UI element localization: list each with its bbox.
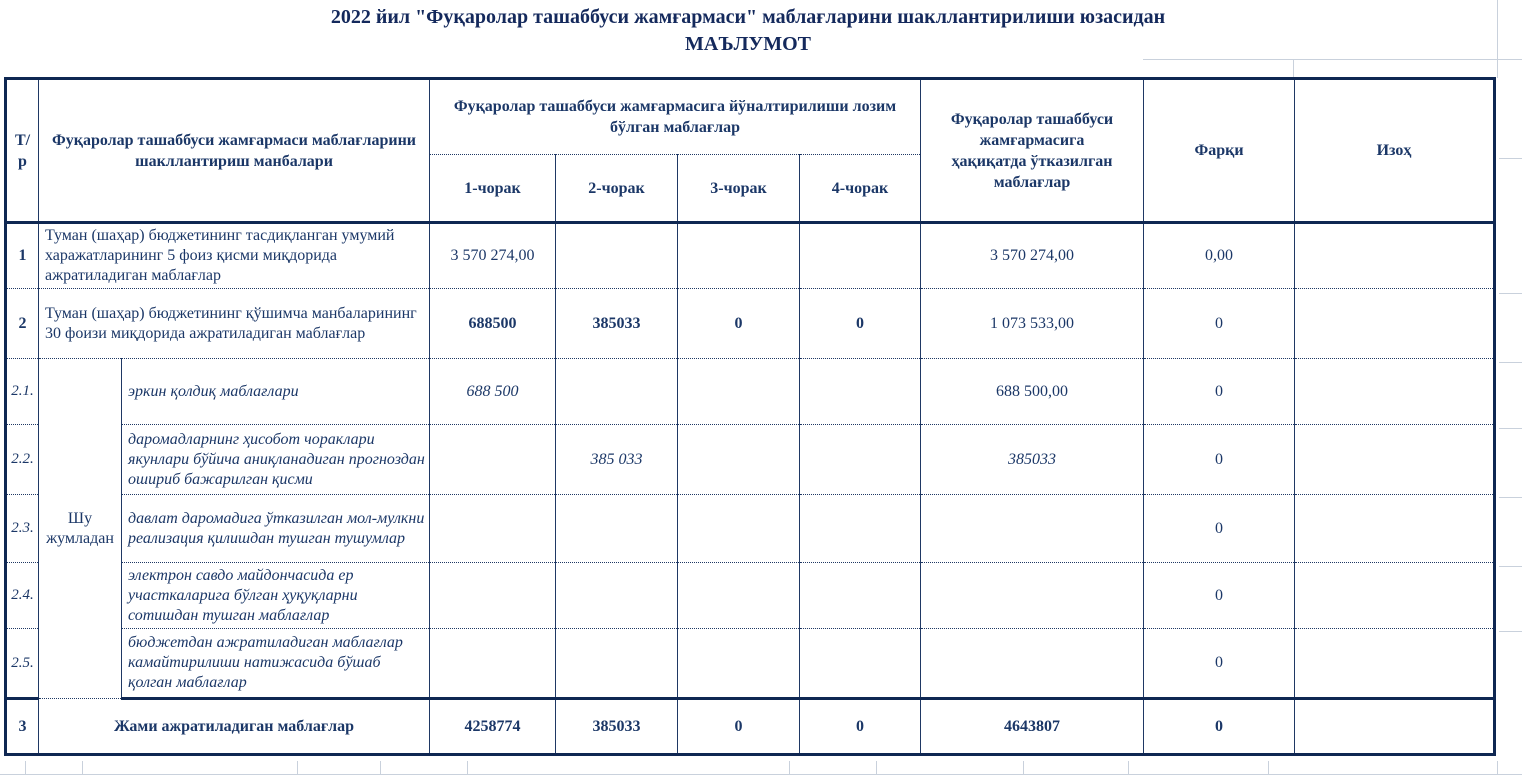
gridline — [297, 761, 298, 774]
cell-r24-q3[interactable] — [678, 563, 800, 629]
cell-r25-num[interactable]: 2.5. — [6, 629, 39, 699]
table-row-2-3 — [6, 495, 1495, 563]
report-title — [0, 4, 1496, 58]
cell-r21-note[interactable] — [1295, 359, 1495, 425]
cell-total-text[interactable]: Жами ажратиладиган маблағлар — [39, 699, 430, 755]
cell-r23-q4[interactable] — [800, 495, 921, 563]
cell-r21-q2[interactable] — [556, 359, 678, 425]
cell-total-q1[interactable]: 4258774 — [430, 699, 556, 755]
gridline — [1499, 158, 1522, 159]
cell-r21-q4[interactable] — [800, 359, 921, 425]
cell-r2-diff[interactable]: 0 — [1144, 289, 1295, 359]
cell-r22-num[interactable]: 2.2. — [6, 425, 39, 495]
cell-r22-q3[interactable] — [678, 425, 800, 495]
cell-r23-q2[interactable] — [556, 495, 678, 563]
cell-r1-q1[interactable]: 3 570 274,00 — [430, 223, 556, 289]
cell-total-num[interactable]: 3 — [6, 699, 39, 755]
gridline — [1497, 761, 1498, 774]
cell-r2-text[interactable]: Туман (шаҳар) бюджетининг қўшимча манбаларининг 30 фоизи миқдорида ажратиладиган маблағлар — [39, 289, 430, 359]
cell-r21-actual[interactable]: 688 500,00 — [921, 359, 1144, 425]
cell-r2-q2[interactable]: 385033 — [556, 289, 678, 359]
gridline — [467, 761, 468, 774]
gridline — [1499, 566, 1522, 567]
cell-r21-num[interactable]: 2.1. — [6, 359, 39, 425]
cell-r24-num[interactable]: 2.4. — [6, 563, 39, 629]
cell-r23-diff[interactable]: 0 — [1144, 495, 1295, 563]
gridline — [25, 761, 26, 774]
cell-r25-note[interactable] — [1295, 629, 1495, 699]
cell-group-label[interactable]: Шу жумладан — [39, 359, 122, 699]
cell-r1-diff[interactable]: 0,00 — [1144, 223, 1295, 289]
header-quarter-1[interactable]: 1-чорак — [430, 155, 556, 223]
gridline — [1128, 761, 1129, 774]
cell-r25-actual[interactable] — [921, 629, 1144, 699]
cell-r25-q2[interactable] — [556, 629, 678, 699]
cell-r1-q2[interactable] — [556, 223, 678, 289]
gridline — [1499, 293, 1522, 294]
cell-r2-q4[interactable]: 0 — [800, 289, 921, 359]
gridline — [1293, 59, 1294, 77]
cell-r24-text[interactable]: электрон савдо майдончасида ер участкаларига бўлган ҳуқуқларни сотишдан тушган маблағлар — [122, 563, 430, 629]
gridline — [1268, 761, 1269, 774]
gridline — [1499, 428, 1522, 429]
cell-r1-num[interactable]: 1 — [6, 223, 39, 289]
cell-r1-q3[interactable] — [678, 223, 800, 289]
gridline — [1499, 497, 1522, 498]
header-source[interactable]: Фуқаролар ташаббуси жамғармаси маблағларини шакллантириш манбалари — [39, 79, 430, 223]
cell-r1-note[interactable] — [1295, 223, 1495, 289]
cell-r21-diff[interactable]: 0 — [1144, 359, 1295, 425]
cell-r22-diff[interactable]: 0 — [1144, 425, 1295, 495]
gridline — [1499, 362, 1522, 363]
cell-total-diff[interactable]: 0 — [1144, 699, 1295, 755]
gridline — [1143, 59, 1522, 60]
header-quarter-3[interactable]: 3-чорак — [678, 155, 800, 223]
header-note[interactable]: Изоҳ — [1295, 79, 1495, 223]
table-row-2-2 — [6, 425, 1495, 495]
table-row-2-5 — [6, 629, 1495, 699]
cell-r24-q4[interactable] — [800, 563, 921, 629]
cell-total-actual[interactable]: 4643807 — [921, 699, 1144, 755]
table-row-1 — [6, 223, 1495, 289]
cell-r1-actual[interactable]: 3 570 274,00 — [921, 223, 1144, 289]
cell-r23-num[interactable]: 2.3. — [6, 495, 39, 563]
gridline — [0, 774, 1522, 775]
header-quarter-4[interactable]: 4-чорак — [800, 155, 921, 223]
cell-r24-diff[interactable]: 0 — [1144, 563, 1295, 629]
report-title-line2: МАЪЛУМОТ — [685, 33, 811, 55]
gridline — [876, 761, 877, 774]
cell-r24-q1[interactable] — [430, 563, 556, 629]
cell-r24-note[interactable] — [1295, 563, 1495, 629]
cell-r2-q3[interactable]: 0 — [678, 289, 800, 359]
cell-r23-text[interactable]: давлат даромадига ўтказилган мол-мулкни реализация қилишдан тушган тушумлар — [122, 495, 430, 563]
cell-r25-q3[interactable] — [678, 629, 800, 699]
cell-r25-text[interactable]: бюджетдан ажратиладиган маблағлар камайтирилиши натижасида бўшаб қолган маблағлар — [122, 629, 430, 699]
report-table — [4, 77, 1496, 756]
header-row-1 — [6, 79, 1495, 155]
header-quarter-2[interactable]: 2-чорак — [556, 155, 678, 223]
table-row-2-1 — [6, 359, 1495, 425]
cell-r25-q4[interactable] — [800, 629, 921, 699]
table-row-2 — [6, 289, 1495, 359]
cell-r25-q1[interactable] — [430, 629, 556, 699]
gridline — [1023, 761, 1024, 774]
cell-total-q3[interactable]: 0 — [678, 699, 800, 755]
cell-r2-actual[interactable]: 1 073 533,00 — [921, 289, 1144, 359]
header-tr[interactable]: Т/р — [6, 79, 39, 223]
cell-r2-num[interactable]: 2 — [6, 289, 39, 359]
table-row-2-4 — [6, 563, 1495, 629]
header-difference[interactable]: Фарқи — [1144, 79, 1295, 223]
gridline — [82, 761, 83, 774]
table-row-total — [6, 699, 1495, 755]
header-planned[interactable]: Фуқаролар ташаббуси жамғармасига йўналтирилиши лозим бўлган маблағлар — [430, 79, 921, 155]
header-actual[interactable]: Фуқаролар ташаббуси жамғармасига ҳақиқатда ўтказилган маблағлар — [921, 79, 1144, 223]
cell-r1-text[interactable]: Туман (шаҳар) бюджетининг тасдиқланган умумий харажатларининг 5 фоиз қисми миқдорида ажратиладиган маблағлар — [39, 223, 430, 289]
cell-r22-q1[interactable] — [430, 425, 556, 495]
cell-r22-actual[interactable]: 385033 — [921, 425, 1144, 495]
cell-r1-q4[interactable] — [800, 223, 921, 289]
gridline — [1499, 631, 1522, 632]
cell-r22-q2[interactable]: 385 033 — [556, 425, 678, 495]
gridline — [789, 761, 790, 774]
cell-r23-q1[interactable] — [430, 495, 556, 563]
cell-r21-text[interactable]: эркин қолдиқ маблағлари — [122, 359, 430, 425]
gridline — [380, 761, 381, 774]
cell-r21-q1[interactable]: 688 500 — [430, 359, 556, 425]
cell-r24-q2[interactable] — [556, 563, 678, 629]
cell-total-q2[interactable]: 385033 — [556, 699, 678, 755]
cell-r21-q3[interactable] — [678, 359, 800, 425]
cell-r2-note[interactable] — [1295, 289, 1495, 359]
cell-total-q4[interactable]: 0 — [800, 699, 921, 755]
cell-r22-text[interactable]: даромадларнинг ҳисобот чораклари якунлари бўйича аниқланадиган прогноздан ошириб бажарилган қисми — [122, 425, 430, 495]
cell-r23-q3[interactable] — [678, 495, 800, 563]
cell-total-note[interactable] — [1295, 699, 1495, 755]
cell-r22-note[interactable] — [1295, 425, 1495, 495]
cell-r25-diff[interactable]: 0 — [1144, 629, 1295, 699]
gridline — [1497, 0, 1498, 78]
cell-r2-q1[interactable]: 688500 — [430, 289, 556, 359]
cell-r23-actual[interactable] — [921, 495, 1144, 563]
cell-r24-actual[interactable] — [921, 563, 1144, 629]
cell-r22-q4[interactable] — [800, 425, 921, 495]
report-title-line1: 2022 йил "Фуқаролар ташаббуси жамғармаси" маблағларини шакллантирилиши юзасидан — [330, 6, 1166, 28]
cell-r23-note[interactable] — [1295, 495, 1495, 563]
